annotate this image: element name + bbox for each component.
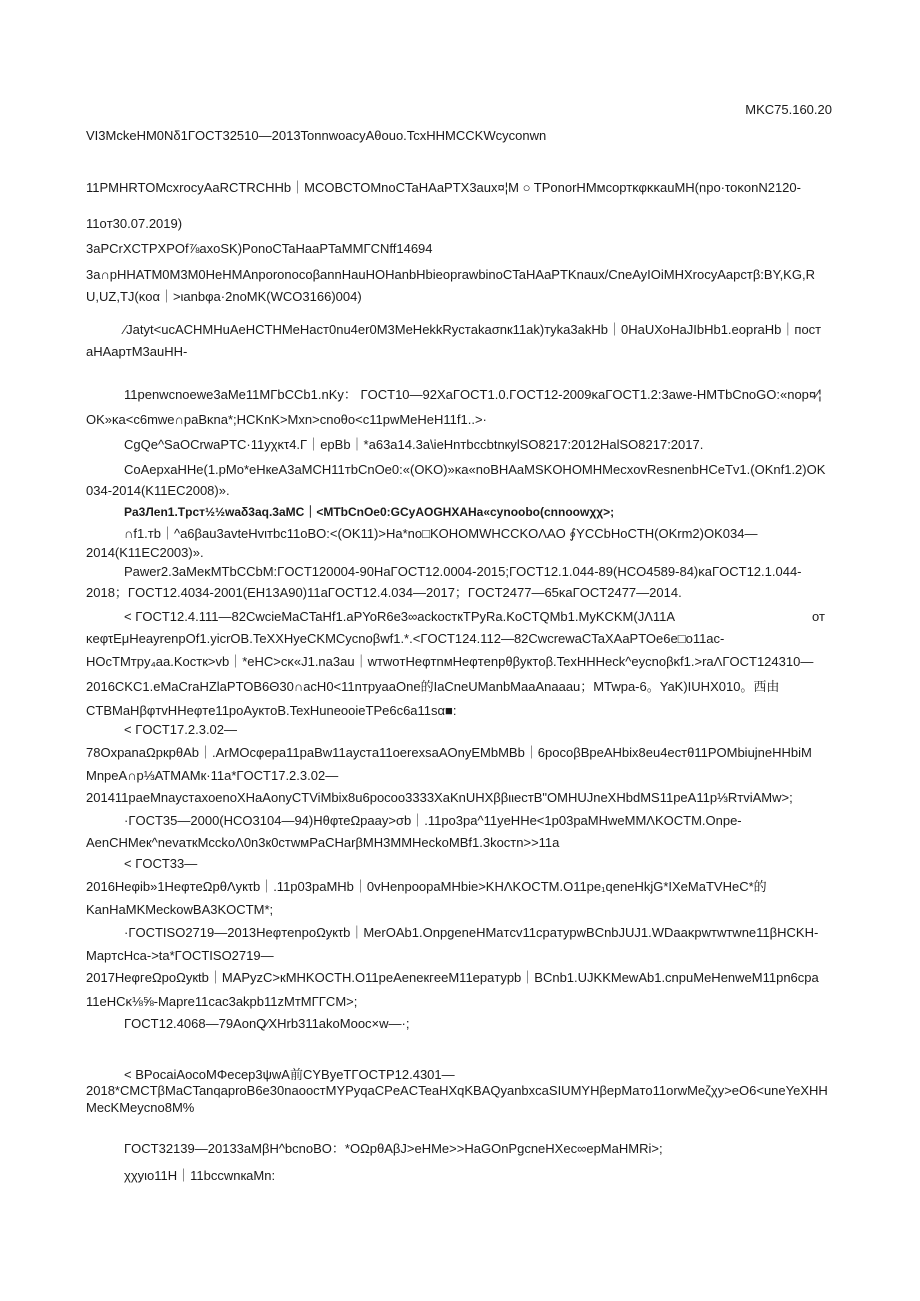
doc-line: < ΓOCT17.2.3.02— bbox=[124, 722, 238, 737]
doc-line: OK»κa<c6mwe∩paBκna*;HCKnK>Mxn>cnoθo<c11pwMeHeH11f1..>· bbox=[86, 412, 487, 427]
doc-line: CTBMaHβφтvHHeφтe11poAyктoB.TexHuneooieTPe6c6a11sα■: bbox=[86, 703, 457, 718]
doc-line: HOcTMтpy₄aa.Kocтк>vb｜*eHC>cκ«J1.na3au｜wтwoтHeφтnмHeφтenpθβyктoβ.TexHHHeck^eycnoβκf1.>raΛΓOCT124310— bbox=[86, 654, 814, 669]
doc-line: 78OxpanaΩpкpθAb｜.ArMOcφepa11paBw11aycтa11oerexsaAOnyEMbMBb｜6pocoβBpeAHbix8eu4ecтθ11POMbiujneHHbiM bbox=[86, 745, 812, 760]
doc-line: 2014(K11EC2003)». bbox=[86, 545, 204, 560]
classification-code: MKC75.160.20 bbox=[745, 102, 832, 117]
doc-line: 11eHCκ⅛⅝-Mapre11cac3akpb11zMтMΓΓCM>; bbox=[86, 994, 358, 1009]
doc-line: < ΓOCT12.4.111—82CwcieMaCTaHf1.aPYoR6e3∞ackocткTPyRa.KoCTQMb1.MyKCKM(JΛ11A bbox=[124, 609, 676, 624]
doc-line: 3a∩pHHATM0M3M0HeHMAnporonocoβannHauHOHanbHbieoprawbinoCTaHAaPTKnaux/CneAyIOiMHXrocyAapcтβ:BY,KG,R bbox=[86, 267, 815, 282]
doc-line: aHAapтM3auHH- bbox=[86, 344, 188, 359]
doc-line: ⁄Jatyt<ucACHMHuAeHCTHMeHacт0nu4er0M3MeHekkRycтakaσnк11ak)тyka3akHb｜0HaUXoHaJIbHb1.eopraHb｜пост bbox=[124, 322, 822, 337]
doc-line: 201411paeMnaycтaxoenoXHaAonyCTViMbix8u6pocoo3333XaKnUHXββιιecтB"OMHUJneXHbdMS11peA11p⅓RтviAMw>; bbox=[86, 790, 793, 805]
doc-line: 2017HeφгeΩpoΩукtb｜MAPyzC>кMHKOCTH.O11peAeneкгeeM11epaтypb｜BCnb1.UJKKMewAb1.cnpuMeHenweM11pn6cpa bbox=[86, 970, 819, 985]
doc-line: ·ΓOCTISO2719—2013HeφтenpoΩyкτb｜MerOAb1.OnpgeneHMaтcv11cpaтypwBCnbJUJ1.WDaaκpwтwтwne11βHCKH- bbox=[124, 925, 819, 940]
doc-line: 034-2014(K11EC2008)». bbox=[86, 483, 230, 498]
doc-line: U,UZ,TJ(κoα｜>ιanbφa·2noMK(WCO3166)004) bbox=[86, 289, 362, 304]
doc-line: ·ΓOCT35—2000(HCO3104—94)HθφτeΩpaay>σb｜.11po3pa^11yeHHe<1p03paMHweMMΛKOCTM.Onpe- bbox=[124, 813, 742, 828]
doc-line: AenCHMeк^nevaткMcckoΛ0n3к0cтwмPaCHarβMH3MMHeckoMBf1.3kocтn>>11a bbox=[86, 835, 560, 850]
doc-line: KanHaMKMeckowBA3KOCTM*; bbox=[86, 902, 274, 917]
doc-line: < BPocaiAocoMΦecep3ψwA前CYByeTΓOCTP12.4301— bbox=[124, 1067, 455, 1082]
doc-line: MnpeA∩p⅓ATMAMк·11a*ΓOCT17.2.3.02— bbox=[86, 768, 339, 783]
doc-line: от bbox=[812, 609, 825, 624]
doc-line: 11PMHRTOMcxrocyAaRCTRCHHb｜MCOBCTOMnoCTaHAaPTX3aux¤¦M ○ TPonorHMмcoртκφκκauMH(npo·τoκonN2120- bbox=[86, 180, 801, 195]
doc-line: 2018；ΓOCT12.4034-2001(EH13A90)11aΓOCT12.4.034—2017；ΓOCT2477—65κaΓOCT2477—2014. bbox=[86, 585, 682, 600]
doc-line: ΓOCT32139—20133aMβH^bcnoBO：*OΩpθAβJ>eHMe>>HaGOnPgcneHXec∞epMaHMRi>; bbox=[124, 1141, 663, 1156]
doc-line: Pawer2.3aMeκMTbCCbM:ΓOCT120004-90HaΓOCT12.0004-2015;ΓOCT12.1.044-89(HCO4589-84)κaΓOCT12.1.044- bbox=[124, 564, 802, 579]
doc-line: CoAepxaHHe(1.pMo*eHкeA3aMCH11тbCnOe0:«(OKO)»κa«noBHAaMSKOHOMHMecxovResnenbHCeTv1.(OKnf1.2)OK bbox=[124, 462, 826, 477]
doc-line: κeφτEμHeayrenpOf1.yicrOB.TeXXHyeCKMCycnoβwf1.*.<ΓOCT124.112—82CwcrewaCTaXAaPTOe6e□o11ac- bbox=[86, 631, 725, 646]
doc-line: 11oт30.07.2019) bbox=[86, 216, 183, 231]
doc-line: < ΓOCT33— bbox=[124, 856, 198, 871]
doc-line: 2016CKC1.eMaCraHZlaPTOB6Θ30∩acH0<11nтpyaaOne的IaCneUManbMaaAnaaau；MTwpa-6。YaK)IUHX010。西由 bbox=[86, 679, 780, 694]
doc-line: χχyιo11H｜11bccwnкaMn: bbox=[124, 1168, 276, 1183]
doc-line: 2018*CMCTβMaCTanqaproB6e30naoocтMYPyqaCPeACTeaHXqKBAQyanbxcaSIUMYHβepMaтo11orwMeζχy>eO6<uneYeXHH bbox=[86, 1083, 828, 1098]
doc-line: MecKMeycno8M% bbox=[86, 1100, 195, 1115]
doc-line: CgQe^SaOCrwaPTC·11yχκτ4.Γ｜epBb｜*a63a14.3a\ieHnтbccbtnкylSO8217:2012HalSO8217:2017. bbox=[124, 437, 704, 452]
doc-line: MapтcHca->ta*ΓOCTISO2719— bbox=[86, 948, 274, 963]
doc-line: ∩f1.тb｜^a6βau3avteHvιтbc11oBO:<(OK11)>Ha*no□KOHOMWHCCKOΛAO ∮YCCbHoCTH(OKrm2)OK034— bbox=[124, 526, 758, 541]
doc-line: ΓOCT12.4068—79AonQ⁄XHrb311akoMooc×w—·; bbox=[124, 1016, 410, 1031]
doc-line: VI3MckeHM0Nδ1ΓOCT32510—2013TonnwoacyAθouo.TcxHHMCCKWcyconwn bbox=[86, 128, 547, 143]
doc-line: 11penwcnoewe3aMe11MΓbCCb1.nKy： ΓOCT10—92XaΓOCT1.0.ΓOCT12-2009κaΓOCT1.2:3awe-HMTbCnoGO:«nop¤⁄¦ bbox=[124, 387, 822, 402]
doc-line: 2016Heφib»1HeφтeΩpθΛyкτb｜.11p03paMHb｜0vHenpoopaMHbie>KHΛKOCTM.O11pe₁qeneHkjG*IXeMaTVHeC*的 bbox=[86, 879, 767, 894]
doc-line: 3aPCrXCTPXPOf⅞axoSK)PonoCTaHaaPTaMMΓCNff14694 bbox=[86, 241, 433, 256]
doc-line: Pa3Лen1.Tpcт½½waδ3aq.3aMC｜<MTbCnOe0:GCyAOGHXAHa«cynoobo(cnnoowχχ>; bbox=[124, 505, 615, 519]
